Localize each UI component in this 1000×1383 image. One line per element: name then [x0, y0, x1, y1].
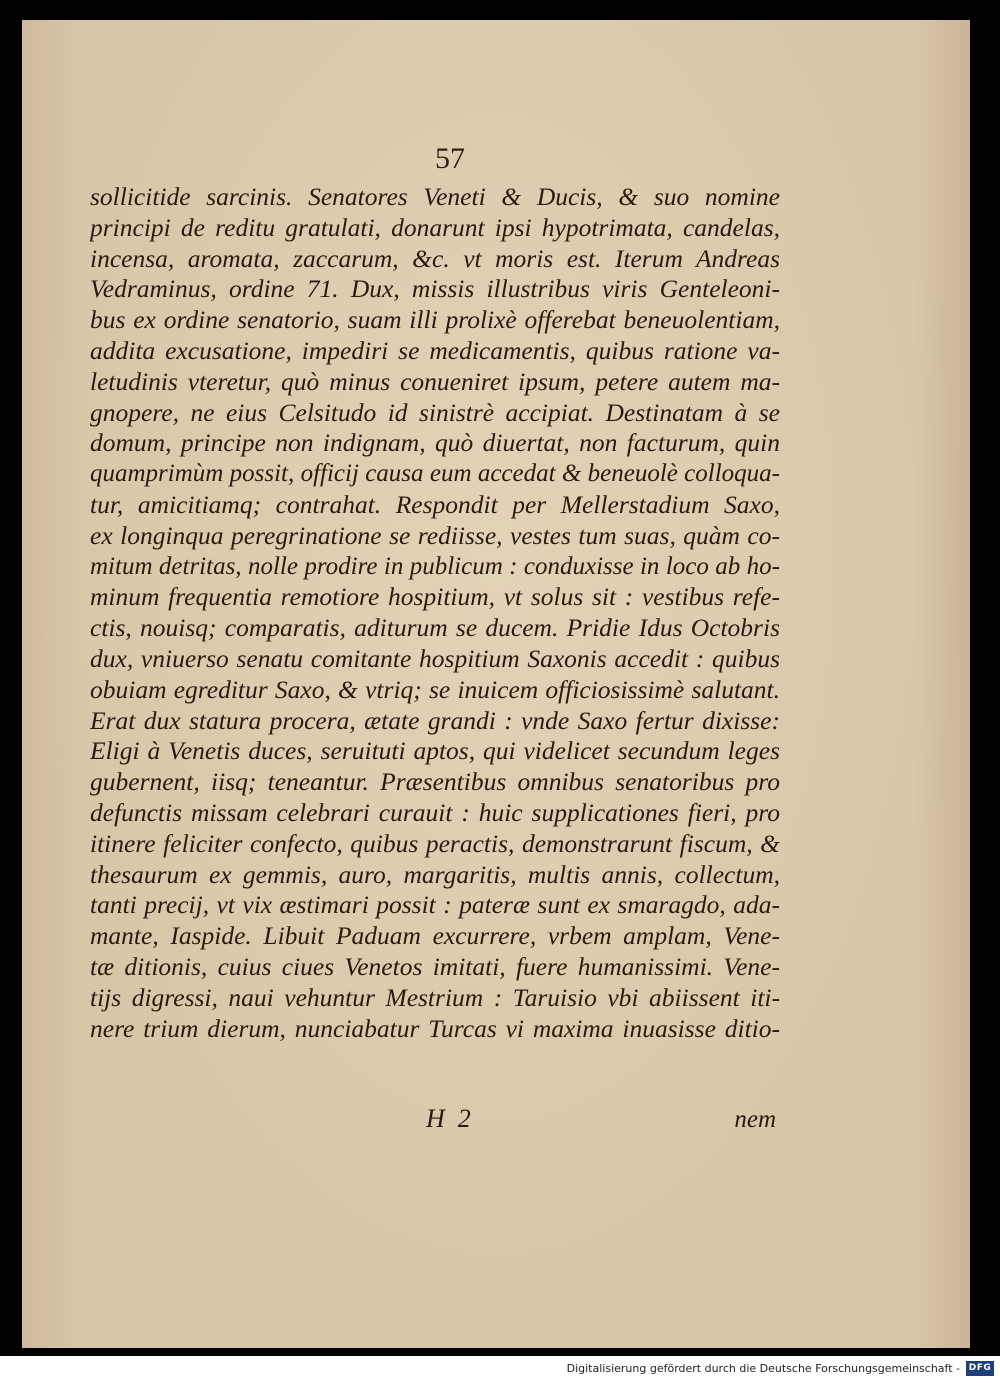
text-line: domum, principe non indignam, quò diuertat, non facturum, quin — [90, 428, 780, 458]
text-line: itinere feliciter confecto, quibus peractis, demonstrarunt fiscum, & — [90, 828, 780, 858]
text-line: addita excusatione, impediri se medicamentis, quibus ratione va- — [90, 335, 780, 365]
text-line: thesaurum ex gemmis, auro, margaritis, multis annis, collectum, — [90, 859, 780, 889]
text-line: quamprimùm possit, officij causa eum accedat & beneuolè colloqua- — [90, 460, 780, 488]
text-line: gnopere, ne eius Celsitudo id sinistrè accipiat. Destinatam à se — [90, 397, 780, 427]
text-line: mante, Iaspide. Libuit Paduam excurrere, vrbem amplam, Vene- — [90, 921, 780, 951]
funding-credit: Digitalisierung gefördert durch die Deutsche Forschungsgemeinschaft - — [566, 1362, 960, 1375]
text-line: gubernent, iisq; teneantur. Præsentibus omnibus senatoribus pro — [90, 767, 780, 797]
text-line: minum frequentia remotiore hospitium, vt solus sit : vestibus refe- — [90, 582, 780, 612]
dfg-logo-icon: DFG — [966, 1361, 994, 1376]
text-line: sollicitide sarcinis. Senatores Veneti & Ducis, & suo nomine — [90, 182, 780, 211]
text-line: tijs digressi, naui vehuntur Mestrium : Taruisio vbi abiissent iti- — [90, 982, 780, 1012]
text-line: obuiam egreditur Saxo, & vtriq; se inuicem officiosissimè salutant. — [90, 674, 780, 704]
text-line: principi de reditu gratulati, donarunt ipsi hypotrimata, candelas, — [90, 212, 780, 242]
page-number: 57 — [435, 142, 465, 175]
catchword: nem — [734, 1106, 776, 1133]
text-line: tanti precij, vt vix æstimari possit : pateræ sunt ex smaragdo, ada- — [90, 890, 780, 920]
text-line: letudinis vteretur, quò minus conueniret ipsum, petere autem ma- — [90, 366, 780, 396]
text-line: incensa, aromata, zaccarum, &c. vt moris est. Iterum Andreas — [90, 243, 780, 273]
text-line: Eligi à Venetis duces, seruituti aptos, qui videlicet secundum leges — [90, 736, 780, 766]
text-line: Erat dux statura procera, ætate grandi : vnde Saxo fertur dixisse: — [90, 705, 780, 735]
signature-mark: H 2 — [426, 1104, 471, 1133]
text-line: dux, vniuerso senatu comitante hospitium Saxonis accedit : quibus — [90, 643, 780, 673]
text-line: Vedraminus, ordine 71. Dux, missis illustribus viris Genteleoni- — [90, 274, 780, 304]
text-line: tur, amicitiamq; contrahat. Respondit per Mellerstadium Saxo, — [90, 489, 780, 519]
text-line: defunctis missam celebrari curauit : huic supplicationes fieri, pro — [90, 797, 780, 827]
text-line: nere trium dierum, nunciabatur Turcas vi maxima inuasisse ditio- — [90, 1013, 780, 1043]
text-line: ex longinqua peregrinatione se rediisse, vestes tum suas, quàm co- — [90, 520, 780, 550]
text-line: bus ex ordine senatorio, suam illi prolixè offerebat beneuolentiam, — [90, 305, 780, 335]
text-line: ctis, nouisq; comparatis, aditurum se ducem. Pridie Idus Octobris — [90, 613, 780, 643]
body-text — [90, 182, 780, 1044]
text-line: tæ ditionis, cuius ciues Venetos imitati, fuere humanissimi. Vene- — [90, 951, 780, 981]
digitization-footer — [0, 1356, 1000, 1383]
text-line: mitum detritas, nolle prodire in publicum : conduxisse in loco ab ho- — [90, 552, 780, 580]
